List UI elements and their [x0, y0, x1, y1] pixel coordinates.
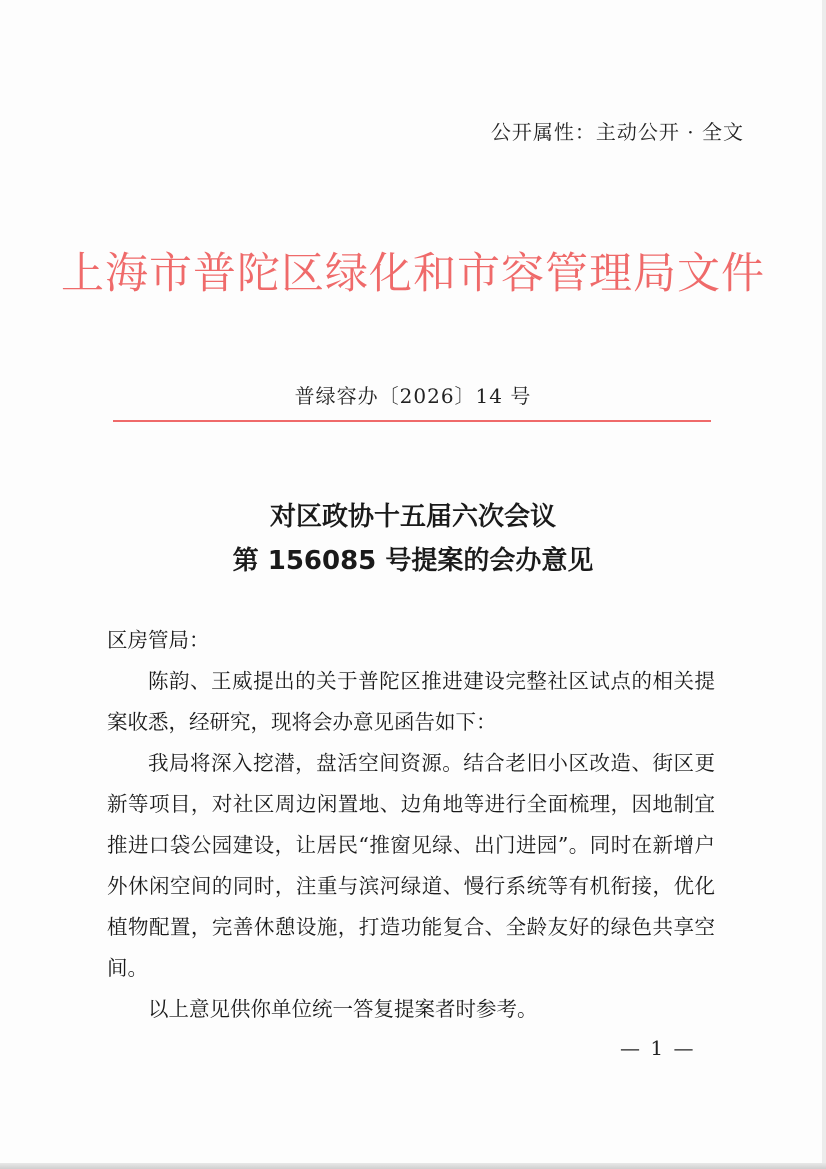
disclosure-attribute: 公开属性：主动公开 · 全文: [490, 120, 744, 144]
page-number: — 1 —: [620, 1036, 696, 1060]
document-subject: [0, 495, 826, 583]
document-body: [107, 620, 715, 1030]
red-separator-line: [113, 420, 711, 422]
subject-line-1: 对区政协十五届六次会议: [269, 502, 556, 532]
scan-edge-bottom: [0, 1163, 826, 1169]
scan-edge-right: [822, 0, 826, 1169]
body-paragraph-2: 我局将深入挖潜，盘活空间资源。结合老旧小区改造、街区更新等项目，对社区周边闲置地、边角地等进行全面梳理，因地制宜推进口袋公园建设，让居民“推窗见绿、出门进园”。同时在新增户外休闲空间的同时，注重与滨河绿道、慢行系统等有机衔接，优化植物配置，完善休憩设施，打造功能复合、全龄友好的绿色共享空间。: [107, 751, 715, 980]
subject-line-2: 第 156085 号提案的会办意见: [232, 546, 594, 576]
body-paragraph-1: 陈韵、王威提出的关于普陀区推进建设完整社区试点的相关提案收悉，经研究，现将会办意见函告如下：: [107, 669, 715, 734]
document-number: 普绿容办〔2026〕14 号: [294, 384, 532, 408]
body-paragraph-3: 以上意见供你单位统一答复提案者时参考。: [148, 997, 538, 1021]
salutation: 区房管局：: [107, 628, 210, 652]
issuing-authority-header: 上海市普陀区绿化和市容管理局文件: [61, 249, 765, 299]
